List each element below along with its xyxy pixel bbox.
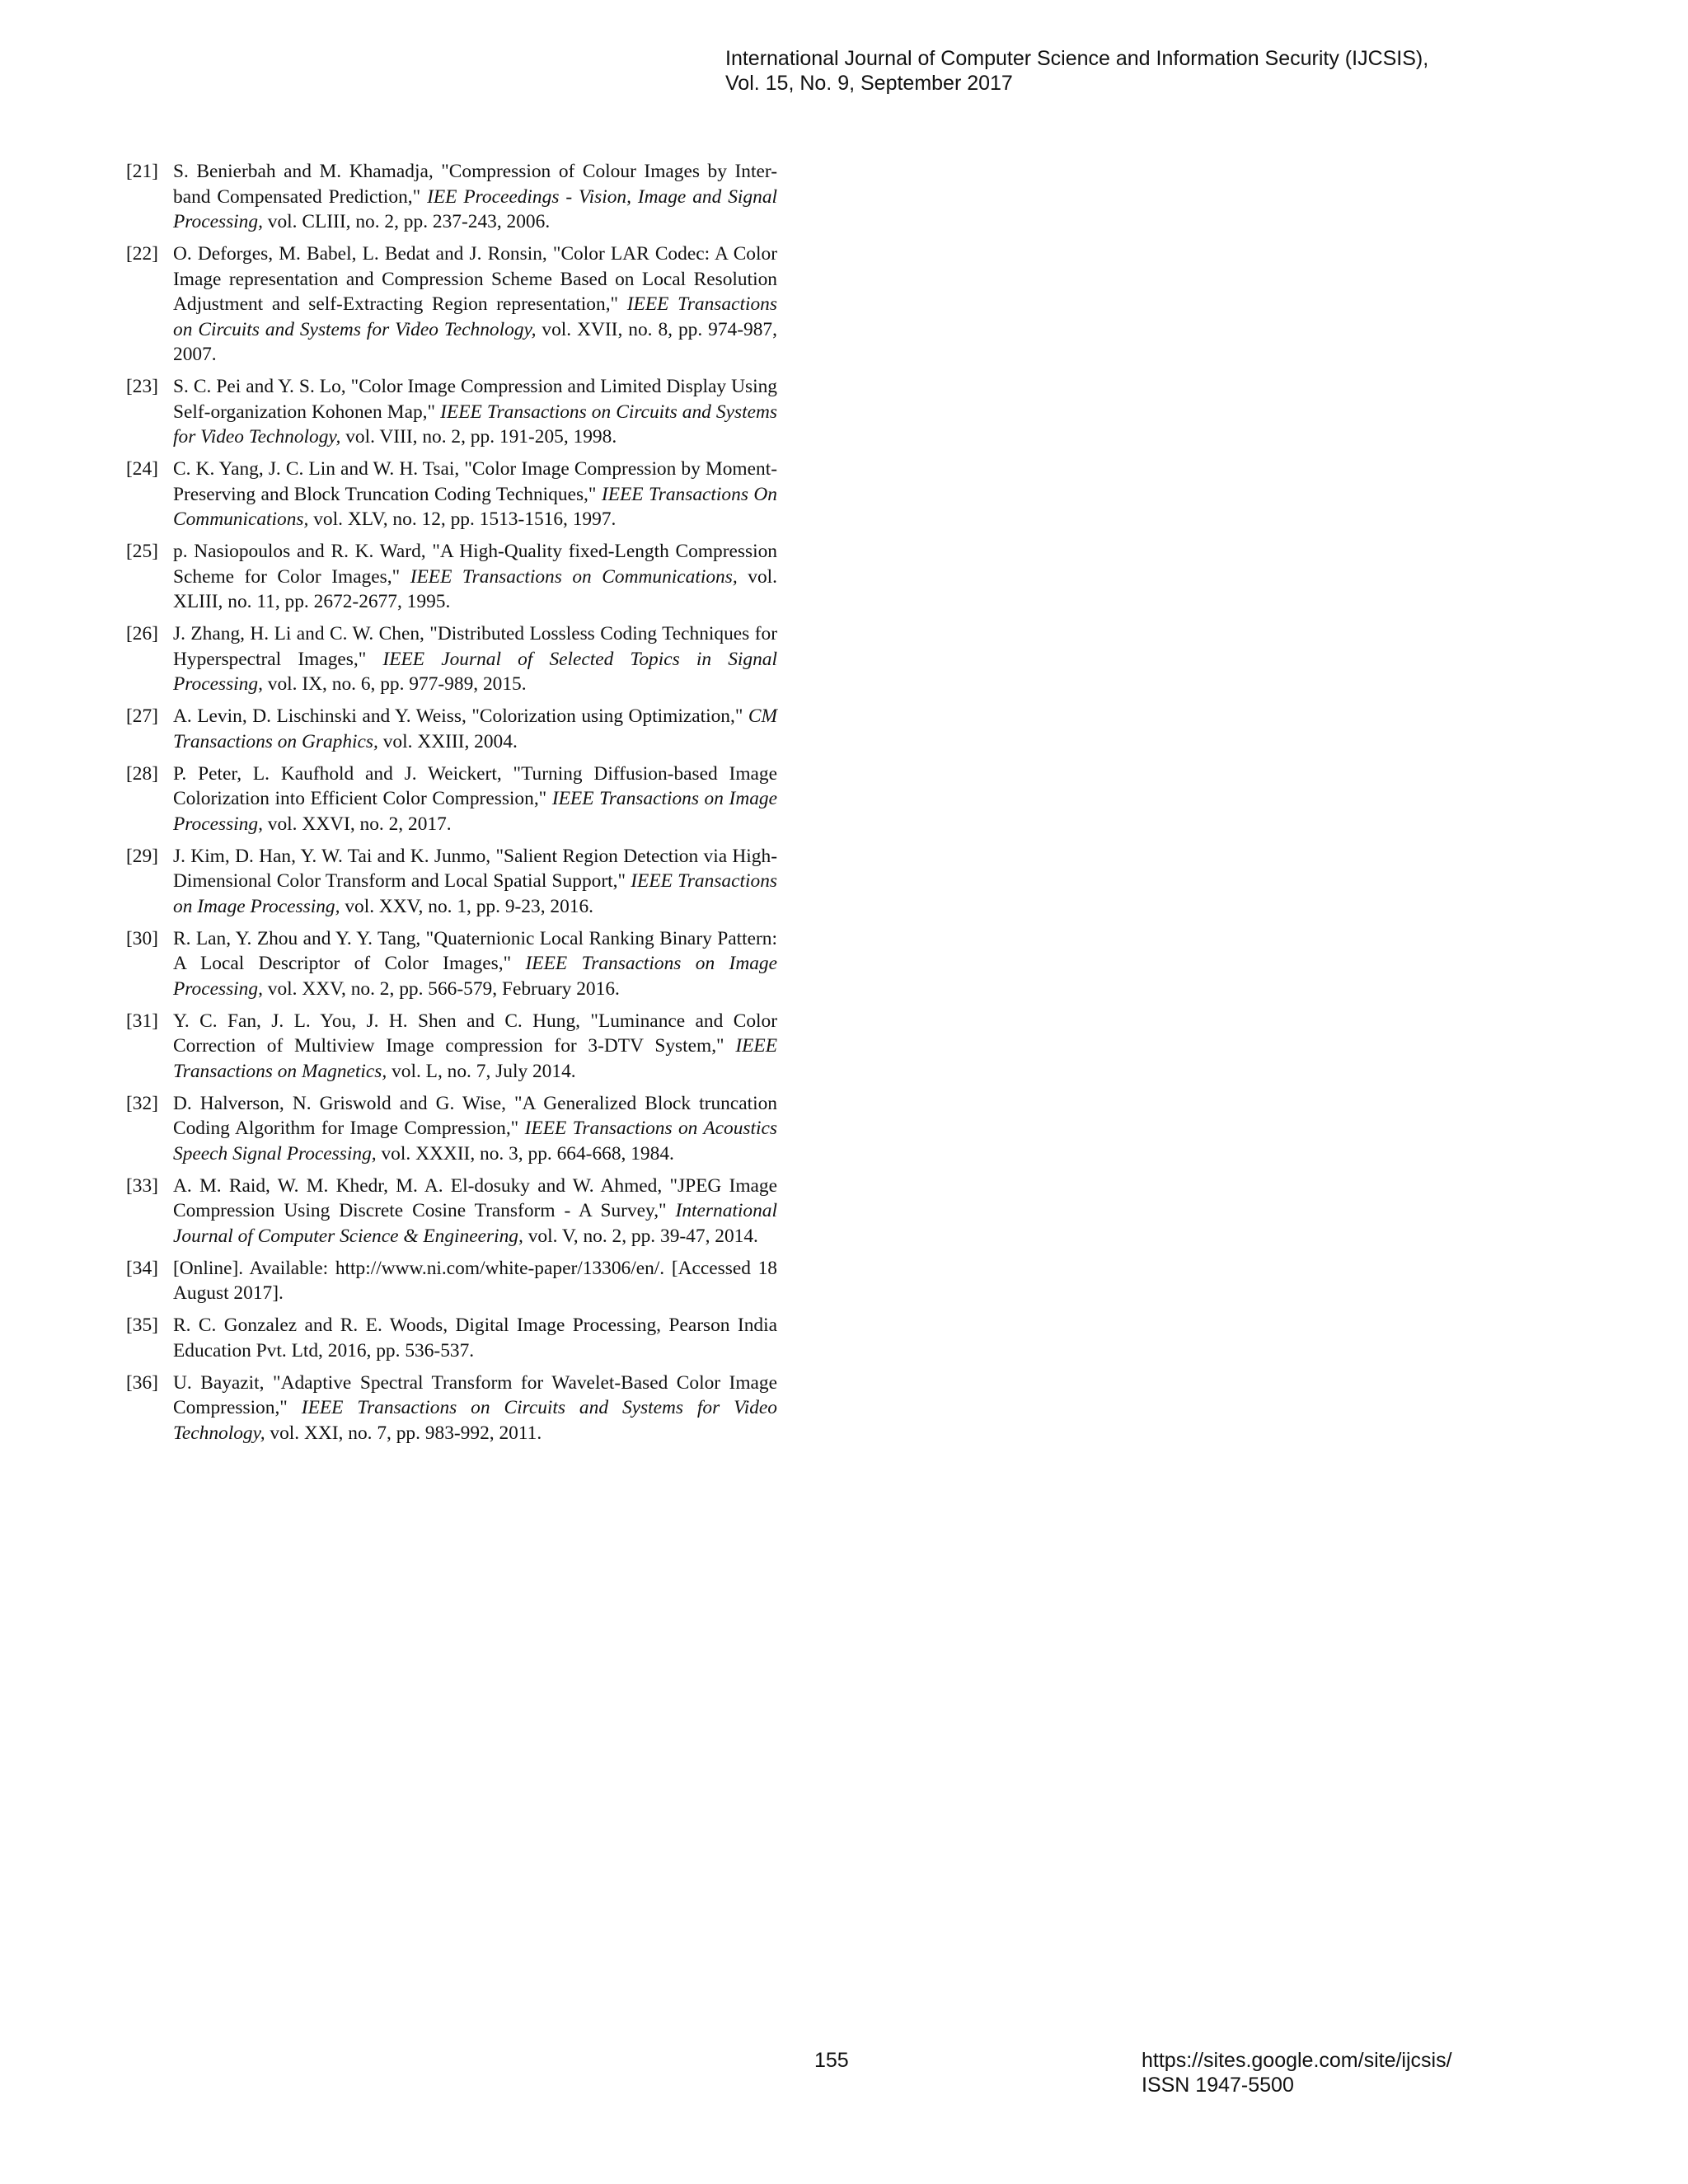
reference-authors-title: S. C. Pei and Y. S. Lo, "Color Image Compression and Limited Display Using Self-organization Kohonen Map," <box>173 376 777 423</box>
footer-info <box>1142 2048 1452 2097</box>
reference-text <box>173 1009 777 1085</box>
reference-item <box>126 539 777 615</box>
reference-text <box>173 1371 777 1446</box>
reference-details: vol. XLIII, no. 11, pp. 2672-2677, 1995. <box>173 565 777 612</box>
reference-number: [29] <box>126 845 158 867</box>
reference-venue: IEEE Transactions on Image Processing, <box>173 953 777 1000</box>
reference-item <box>126 1009 777 1085</box>
reference-authors-title: U. Bayazit, "Adaptive Spectral Transform for Wavelet-Based Color Image Compression," <box>173 1371 777 1418</box>
footer-url: https://sites.google.com/site/ijcsis/ <box>1142 2049 1452 2072</box>
reference-venue: IEEE Transactions on Circuits and Systems for Video Technology, <box>173 293 777 340</box>
reference-venue: IEEE Transactions on Acoustics Speech Signal Processing, <box>173 1118 777 1165</box>
reference-authors-title: C. K. Yang, J. C. Lin and W. H. Tsai, "Color Image Compression by Moment-Preserving and Block Truncation Coding Techniques," <box>173 458 777 505</box>
reference-authors-title: J. Kim, D. Han, Y. W. Tai and K. Junmo, "Salient Region Detection via High-Dimensional Color Transform and Local Spatial Support," <box>173 845 777 892</box>
reference-details: vol. IX, no. 6, pp. 977-989, 2015. <box>262 673 527 695</box>
reference-number: [24] <box>126 458 158 480</box>
reference-venue: IEEE Transactions on Communications, <box>410 565 738 588</box>
reference-number: [36] <box>126 1371 158 1394</box>
reference-text <box>173 704 777 754</box>
reference-item <box>126 374 777 450</box>
reference-authors-title: O. Deforges, M. Babel, L. Bedat and J. Ronsin, "Color LAR Codec: A Color Image representation and Compression Scheme Based on Local Resolution Adjustment and self-Extracting Region representation," <box>173 243 777 315</box>
reference-venue: IEEE Transactions On Communications, <box>173 483 777 530</box>
reference-text <box>173 926 777 1002</box>
reference-number: [27] <box>126 705 158 727</box>
reference-item <box>126 844 777 920</box>
reference-number: [33] <box>126 1174 158 1197</box>
reference-text <box>173 621 777 697</box>
reference-details: vol. V, no. 2, pp. 39-47, 2014. <box>523 1225 758 1247</box>
reference-venue: IEEE Transactions on Magnetics, <box>173 1035 777 1082</box>
reference-item <box>126 1313 777 1363</box>
reference-number: [32] <box>126 1092 158 1114</box>
reference-details: vol. XXVI, no. 2, 2017. <box>262 813 452 835</box>
reference-details: vol. XVII, no. 8, pp. 974-987, 2007. <box>173 318 777 365</box>
reference-text <box>173 539 777 615</box>
reference-item <box>126 1371 777 1446</box>
reference-item <box>126 762 777 837</box>
reference-details: vol. XLV, no. 12, pp. 1513-1516, 1997. <box>308 509 617 530</box>
reference-text <box>173 844 777 920</box>
reference-number: [35] <box>126 1315 158 1336</box>
journal-issue-line: Vol. 15, No. 9, September 2017 <box>725 72 1013 95</box>
page-number: 155 <box>814 2049 849 2072</box>
reference-details: vol. CLIII, no. 2, pp. 237-243, 2006. <box>262 211 551 232</box>
reference-venue: IEEE Transactions on Circuits and Systems for Video Technology, <box>173 401 777 448</box>
reference-venue: IEEE Transactions on Image Processing, <box>173 870 777 917</box>
reference-venue: IEEE Transactions on Circuits and Systems for Video Technology, <box>173 1397 777 1444</box>
journal-header <box>725 46 1550 96</box>
reference-details: vol. XXI, no. 7, pp. 983-992, 2011. <box>265 1422 542 1444</box>
reference-number: [28] <box>126 762 158 785</box>
reference-authors-title: [Online]. Available: http://www.ni.com/white-paper/13306/en/. [Accessed 18 August 2017]. <box>173 1257 777 1304</box>
reference-number: [31] <box>126 1010 158 1032</box>
reference-details: vol. XXV, no. 1, pp. 9-23, 2016. <box>340 895 594 917</box>
footer-issn: ISSN 1947-5500 <box>1142 2074 1294 2097</box>
reference-text <box>173 1313 777 1363</box>
reference-text <box>173 241 777 368</box>
reference-text <box>173 1174 777 1249</box>
journal-title-line: International Journal of Computer Science and Information Security (IJCSIS), <box>725 47 1429 70</box>
reference-item <box>126 159 777 235</box>
reference-item <box>126 241 777 368</box>
reference-details: vol. XXV, no. 2, pp. 566-579, February 2016. <box>262 977 620 1000</box>
reference-authors-title: p. Nasiopoulos and R. K. Ward, "A High-Quality fixed-Length Compression Scheme for Color Images," <box>173 541 777 588</box>
reference-number: [30] <box>126 927 158 949</box>
reference-text <box>173 457 777 532</box>
reference-text <box>173 762 777 837</box>
reference-number: [21] <box>126 161 158 182</box>
reference-item <box>126 621 777 697</box>
reference-details: vol. L, no. 7, July 2014. <box>387 1060 576 1082</box>
reference-authors-title: A. Levin, D. Lischinski and Y. Weiss, "Colorization using Optimization," <box>173 705 748 727</box>
reference-text <box>173 159 777 235</box>
reference-venue: IEE Proceedings - Vision, Image and Signal Processing, <box>173 185 778 232</box>
reference-authors-title: D. Halverson, N. Griswold and G. Wise, "A Generalized Block truncation Coding Algorithm for Image Compression," <box>173 1092 777 1139</box>
reference-list <box>126 159 777 1453</box>
reference-item <box>126 1091 777 1167</box>
reference-text <box>173 1256 777 1306</box>
reference-venue: IEEE Transactions on Image Processing, <box>173 788 777 835</box>
reference-authors-title: A. M. Raid, W. M. Khedr, M. A. El-dosuky and W. Ahmed, "JPEG Image Compression Using Discrete Cosine Transform - A Survey," <box>173 1174 777 1221</box>
reference-authors-title: S. Benierbah and M. Khamadja, "Compression of Colour Images by Inter-band Compensated Prediction," <box>173 161 777 208</box>
reference-authors-title: P. Peter, L. Kaufhold and J. Weickert, "Turning Diffusion-based Image Colorization into Efficient Color Compression," <box>173 762 777 809</box>
reference-details: vol. VIII, no. 2, pp. 191-205, 1998. <box>340 426 617 448</box>
reference-venue: International Journal of Computer Science & Engineering, <box>173 1200 777 1247</box>
reference-venue: CM Transactions on Graphics, <box>173 705 777 752</box>
reference-text <box>173 1091 777 1167</box>
reference-authors-title: J. Zhang, H. Li and C. W. Chen, "Distributed Lossless Coding Techniques for Hyperspectral Images," <box>173 623 777 670</box>
reference-number: [26] <box>126 623 158 644</box>
reference-item <box>126 704 777 754</box>
reference-details: vol. XXIII, 2004. <box>377 730 518 752</box>
reference-number: [23] <box>126 376 158 397</box>
reference-details: vol. XXXII, no. 3, pp. 664-668, 1984. <box>376 1142 674 1165</box>
reference-number: [22] <box>126 243 158 265</box>
reference-item <box>126 926 777 1002</box>
reference-number: [25] <box>126 541 158 562</box>
reference-item <box>126 457 777 532</box>
reference-text <box>173 374 777 450</box>
reference-number: [34] <box>126 1257 158 1279</box>
reference-venue: IEEE Journal of Selected Topics in Signal Processing, <box>173 648 777 695</box>
reference-item <box>126 1256 777 1306</box>
reference-authors-title: R. C. Gonzalez and R. E. Woods, Digital Image Processing, Pearson India Education Pvt. Ltd, 2016, pp. 536-537. <box>173 1315 777 1361</box>
reference-item <box>126 1174 777 1249</box>
reference-authors-title: Y. C. Fan, J. L. You, J. H. Shen and C. Hung, "Luminance and Color Correction of Multiview Image compression for 3-DTV System," <box>173 1010 777 1057</box>
reference-authors-title: R. Lan, Y. Zhou and Y. Y. Tang, "Quaternionic Local Ranking Binary Pattern: A Local Descriptor of Color Images," <box>173 927 777 974</box>
